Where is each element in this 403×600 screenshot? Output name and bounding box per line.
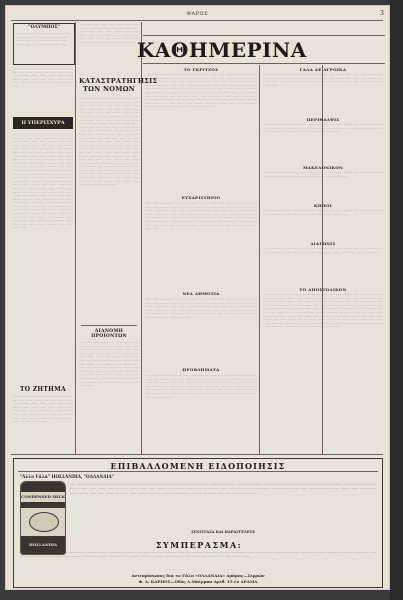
can-stripe (21, 502, 65, 508)
banner: Η ΥΠΕΡΙΣΧΥΡΑ (13, 117, 73, 129)
second-column-article: ····· ······· ······ ········ ······ ······· ········ ······ ···· ······ ······· ········· ······ ······· ······· ······· ······ ········ ······· ······· ········ ······· ······ ········ ······· ········ ······ ······· ······· ········ ······ ········ ······· ······ ········ ······· ········· ······ ······· ········ ······ ····· ······ ········ ······· ······ ········ ······· ········· ······ ······· ········ ······ ····· ······ ········ ······· ······ ········ ······· ········· ······ ······· ········ ······ ····· ······ ········ ······· ······ ········ ······· ········· ······ ······· ········ ······ ····· ······ ········ ······· ······ ········ ······· ········· ······ ······· ········ ······ ····· ······ ········ ······· ······ ········ ······· ········· ······ ······· ········ ······ ····· ······ ········ ······· ······ ········ ······· ········· ······ ······· ········ ······ ····· ······ ········ ······· ······ ········ ······· ········· ······ ······· ········ ······ ····· ······ ········ ······· ······ ········ ······· ········· ······ ······· ········ ······ ····· ······ ········ ······· ······ ········ ······· ········· ······ ······· ········ ······ ····· ······ ········ ······· ······ ········ ······· ········· ······ ······· ········ ······ ····· ······ ········ ······· ······ ········ ······· ········· ······ ······· ········ ······ ····· ······ ········ ······· ······ ········ ······· ········· ······ ······· ········ ······ (79, 97, 139, 187)
newspaper-title: ΦΑΡΟΣ (186, 11, 209, 17)
right-article-2: ····· ······· ······ ········ ······ ······· ········ ······ ···· ······ ······· ········· ······ ······· ······· ······· ······ ········ ······· ······· ········ ······· ······ ········ ······· ········ ······ ······· ······· ········ ······ ········ ······· ······ ········ ······· ········· ······ ······· ········ ······ (263, 123, 383, 134)
left-headline: ΤΟ ΖΗΤΗΜΑ (20, 386, 66, 393)
center-article-2: ····· ······· ······ ········ ······ ······· ········ ······ ···· ······ ······· ········· ······ ······· ······· ······· ······ ········ ······· ······· ········ ······· ······ ········ ······· ········ ······ ······· ······· ········ ······ ········ ······· ······ ········ ······· ········· ······ ······· ········ ······ ····· ······ ········ ······· ······ ········ ······· ········· ······ ······· ········ ······ ····· ······ ········ ······· ······ ········ ······· ········· ······ ······· ········ ······ ····· ······ ········ ······· ······ ········ ······· ········· ······ ······· ········ ······ ····· ······ ········ ······· ······ ········ ······· ········· ······ ······· ········ ······ ····· ······ ········ ······· ······ ········ ······· ········· ······ ······· ········ ······ (145, 202, 257, 231)
hollandia-advertisement (13, 458, 383, 588)
ad-conclusion-heading: ΣΥΜΠΕΡΑΣΜΑ: (155, 540, 243, 550)
right-section-6: ΤΟ ΑΠΟΣΤΟΛΙΚΟΝ (299, 287, 347, 292)
center-article-1: ····· ······· ······ ········ ······ ······· ········ ······ ···· ······ ······· ········· ······ ······· ······· ······· ······ ········ ······· ······· ········ ······· ······ ········ ······· ········ ······ ······· ······· ········ ······ ········ ······· ······ ········ ······· ········· ······ ······· ········ ······ ····· ······ ········ ······· ······ ········ ······· ········· ······ ······· ········ ······ ····· ······ ········ ······· ······ ········ ······· ········· ······ ······· ········ ······ ····· ······ ········ ······· ······ ········ ······· ········· ······ ······· ········ ······ ····· ······ ········ ······· ······ ········ ······· ········· ······ ······· ········ ······ ····· ······ ········ ······· ······ ········ ······· ········· ······ ······· ········ ······ ····· ······ ········ ······· ······ ········ ······· ········· ······ ······· ········ ······ ····· ······ ········ ······· ······ ········ ······· ········· ······ ······· ········ ······ ····· ······ ········ ······· ······ ········ ······· ········· ······ ······· ········ ······ (145, 73, 257, 109)
right-article-5: ····· ······· ······ ········ ······ ······· ········ ······ ···· ······ ······· ········· ······ ······· ······· ······· ······ ········ ······· ······· ········ ······· ······ ········ ······· ········ ······ ······· ······· ········ ······ (263, 247, 383, 254)
right-section-4: ΚΗΠΟΙ (314, 203, 332, 208)
second-column-headline-2: ΔΙΑΝΟΜΗ ΠΡΟΪΟΝΤΩΝ (91, 329, 127, 339)
can-top-band (21, 482, 65, 492)
olympos-ad-box (13, 23, 75, 65)
olympos-title: "ΟΛΥΜΠΟΣ" (28, 25, 60, 30)
milk-can-image (20, 481, 66, 555)
center-article-3: ····· ······· ······ ········ ······ ······· ········ ······ ···· ······ ······· ········· ······ ······· ······· ······· ······ ········ ······· ······· ········ ······· ······ ········ ······· ········ ······ ······· ······· ········ ······ ········ ······· ······ ········ ······· ········· ······ ······· ········ ······ ····· ······ ········ ······· ······ ········ ······· ········· ······ ······· ········ ······ ····· ······ ········ ······· ······ ········ ······· ········· ······ ······· ········ ······ ····· ······ ········ ······· ······ ········ ······· ········· ······ ······· ········ ······ (145, 298, 257, 319)
column-divider (259, 65, 260, 455)
can-emblem (29, 512, 59, 532)
center-article-4: ····· ······· ······ ········ ······ ······· ········ ······ ···· ······ ······· ········· ······ ······· ······· ······· ······ ········ ······· ······· ········ ······· ······ ········ ······· ········ ······ ······· ······· ········ ······ ········ ······· ······ ········ ······· ········· ······ ······· ········ ······ ····· ······ ········ ······· ······ ········ ······· ········· ······ ······· ········ ······ ····· ······ ········ ······· ······ ········ ······· ········· ······ ······· ········ ······ ····· ······ ········ ······· ······ ········ ······· ········· ······ ······· ········ ······ ····· ······ ········ ······· ······ ········ ······· ········· ······ ······· ········ ······ (145, 374, 257, 399)
olympos-ad-text: ··· ········· ········ ···· ······· ········ ······ ····· ······· ········· ······ ······ ········ ······· ····· ········ ······· ····· ········ ······· ······ ······ ········ ····· ······· ········ ······· ······ ····· (16, 32, 71, 46)
ad-title: ΕΠΙΒΑΛΛΟΜΕΝΗ ΕΙΔΟΠΟΙΗΣΙΣ (110, 461, 286, 471)
ad-brand-line: "Άλλο Γάλα" HOLLANDIA, "ΟΛΛΑΝΔΙΑ" (20, 474, 114, 479)
masthead-rule-bottom (143, 63, 385, 64)
ad-conclusion-text: ····· ······· ······ ········ ······ ······· ········ ······ ···· ······ ······· ········· ······ ······· ······· ······· ······ ········ ······· ······· ········ ······· ······ ········ ······· ········ ······ ······· ······· ········ ······ ········ ······· ······ ········ ······· ········· ······ ······· ········ ······ ····· ······ ········ ······· ······ ········ ······· ········· ······ ······· ········ ······ ····· ······ ········ ······· ······ ········ ······· ········· ······ ······· ········ ······ ····· ······ ········ ······· (20, 551, 376, 560)
right-article-4: ····· ······· ······ ········ ······ ······· ········ ······ ···· ······ ······· ········· ······ ······· ······· ······· ······ ········ ······· ······· ········ ······· ······ ········ ······· ········ ······ (263, 209, 383, 216)
can-brand: HOLLANDIA (28, 542, 58, 547)
masthead-title: ΚΑΘΗΜΕΡΙΝΑ (137, 38, 307, 62)
right-article-3: ····· ······· ······ ········ ······ ······· ········ ······ ···· ······ ······· ········· ······ ······· ······· ······· ······ ········ ······· ······· ········ ······· ······ ········ ······· ········ ······ (263, 171, 383, 178)
second-column-top-text: ····· ······· ······ ········ ······ ······· ········ ······ ···· ······ ······· ········· ······ ······· ······· ······· ······ ········ ······· ······· ········ ······· ······ ········ ······· ········ ······ ······· ······· ········ ······ ········ ······· ······ ········ ······· ········· ······ ······· ········ ······ ····· ······ ········ ······· (79, 23, 139, 44)
left-article: ····· ······· ······ ········ ······ ······· ········ ······ ···· ······ ······· ········· ······ ······· ······· ······· ······ ········ ······· ······· ········ ······· ······ ········ ······· ········ ······ ······· ······· ········ ······ ········ ······· ······ ········ ······· ········· ······ ······· ········ ······ ····· ······ ········ ······· ······ ········ ······· ········· ······ ······· ········ ······ ····· ······ ········ ······· ······ ········ ······· ········· ······ ······· ········ ······ ····· ······ ········ ······· ······ ········ ······· ········· ······ ······· ········ ······ ····· ······ ········ ······· ······ ········ ······· ········· ······ ······· ········ ······ ····· ······ ········ ······· ······ ········ ······· ········· ······ ······· ········ ······ ····· ······ ········ ······· ······ ········ ······· ········· ······ ······· ········ ······ ····· ······ ········ ······· ······ ········ ······· ········· ······ ······· ········ ······ ····· ······ ········ ······· ······ ········ ······· ········· ······ ······· ········ ······ ····· ······ ········ ······· ······ ········ ······· ········· ······ ······· ········ ······ ····· ······ ········ ······· ······ ········ ······· ········· ······ ······· ········ ······ ····· ······ ········ ······· ······ ········ ······· ········· ······ ······· ········ ······ ····· ······ ········ ······· ······ ········ ······· ········· ······ ······· ········ ······ ····· ······ ········ ······· ······ ········ ······· ········· ······ ······· ········ ······ (13, 133, 73, 230)
right-section-1: ΓΑΛΑ ΔΕ ΑΓΡΟΙΚΑ (299, 67, 347, 72)
right-article-6: ····· ······· ······ ········ ······ ······· ········ ······ ···· ······ ······· ········· ······ ······· ······· ······· ······ ········ ······· ······· ········ ······· ······ ········ ······· ········ ······ ······· ······· ········ ······ ········ ······· ······ ········ ······· ········· ······ ······· ········ ······ ····· ······ ········ ······· ······ ········ ······· ········· ······ ······· ········ ······ ····· ······ ········ ······· ······ ········ ······· ········· ······ ······· ········ ······ ····· ······ ········ ······· ······ ········ ······· ········· ······ ······· ········ ······ ····· ······ ········ ······· ······ ········ ······· ········· ······ ······· ········ ······ ····· ······ ········ ······· ······ ········ ······· ········· ······ ······· ········ ······ ····· ······ ········ ······· ······ ········ ······· ········· ······ ······· ········ ······ ····· ······ ········ ······· ······ ········ ······· ········· ······ ······· ········ ······ ····· ······ ········ ······· ······ ········ ······· ········· ······ ······· ········ ······ ····· ······ ········ ······· ······ ········ ······· ········· ······ ······· ········ ······ (263, 293, 383, 329)
left-article-2: ····· ······· ······ ········ ······ ······· ········ ······ ···· ······ ······· ········· ······ ······· ······· ······· ······ ········ ······· ······· ········ ······· ······ ········ ······· ········ ······ ······· ······· ········ ······ ········ ······· ······ ········ ······· ········· ······ ······· ········ ······ ····· ······ ········ ······· ······ ········ ······· ········· ······ ······· ········ ······ ····· ······ ········ ······· (13, 395, 73, 424)
right-section-2: ΠΕΡΙΘΑΛΨΙΣ (306, 117, 340, 122)
left-text-block: ····· ······· ······ ········ ······ ······· ········ ······ ···· ······ ······· ········· ······ ······· ······· ······· ······ ········ ······· ······· ········ ······· ······ ········ ······· ········ ······ ······· ······· ········ ······ ········ ······· ······ ········ ······· ········· ······ (13, 67, 73, 88)
book-binding-edge (390, 0, 403, 600)
page-header (5, 9, 390, 19)
ad-rule-top (11, 454, 383, 455)
center-section-4: ΠΡΟΒΛΗΜΑΤΑ (182, 367, 220, 372)
ad-body-text: ····· ······· ······ ········ ······ ······· ········ ······ ···· ······ ······· ········· ······ ······· ······· ······· ······ ········ ······· ······· ········ ······· ······ ········ ······· ········ ······ ······· ······· ········ ······ ········ ······· ······ ········ ······· ········· ······ ······· ········ ······ ····· ······ ········ ······· ······ ········ ······· ········· ······ ······· ········ ······ ····· ······ ········ ······· ······ ········ ······· ········· ······ ······· ········ ······ ····· ······ ········ ······· ······ ········ ······· ········· ······ ······· ········ ······ ····· ······ ········ ······· ······ ········ ······· ········· ······ ······· ········ ······ ····· ······ ········ ······· (70, 483, 376, 496)
second-column-article-2: ····· ······· ······ ········ ······ ······· ········ ······ ···· ······ ······· ········· ······ ······· ······· ······· ······ ········ ······· ······· ········ ······· ······ ········ ······· ········ ······ ······· ······· ········ ······ ········ ······· ······ ········ ······· ········· ······ ······· ········ ······ ····· ······ ········ ······· ······ ········ ······· ········· ······ ······· ········ ······ ····· ······ ········ ······· ······ ········ ······· ········· ······ ······· ········ ······ ····· ······ ········ ······· ······ ········ ······· ········· ······ ······· ········ ······ ····· ······ ········ ······· ······ ········ ······· ········· ······ ······· ········ ······ ····· ······ ········ ······· (79, 341, 139, 388)
right-section-5: ΔΙΑΓΩΝΙΣ (310, 241, 336, 246)
second-column-rule (81, 325, 137, 326)
header-rule (11, 20, 383, 21)
second-column-headline: ΚΑΤΑΣΤΡΑΤΗΓΗΣΙΣ ΤΩΝ ΝΟΜΩΝ (79, 77, 158, 93)
right-article-1: ····· ······· ······ ········ ······ ······· ········ ······ ···· ······ ······· ········· ······ ······· ······· ······· ······ ········ ······· ······· ········ ······· ······ ········ ······· ········ ······ ······· ······· ········ ······ ········ ······· ······ ········ ······· ········· ······ ······· ········ ······ ····· ······ ········ ······· ······ ········ ······· (263, 73, 383, 87)
column-divider (75, 22, 76, 455)
masthead-rule-top (143, 35, 385, 36)
can-label-top: CONDENSED MILK (21, 494, 65, 499)
ad-agent-line: Αντιπρόσωπος διά το Γάλα «ΟΛΛΑΝΔΙΑ» Δράμας—Σερρών (131, 573, 265, 578)
newspaper-page (5, 5, 390, 590)
ad-recommendation: ΣΥΝΙΣΤΑΣΑ ΚΑΙ ΠΑΡΑΓΓΕΛΕΤΕ (191, 530, 255, 534)
ad-title-rule (18, 471, 378, 472)
center-section-3: ΝΕΑ ΔΗΜΟΣΙΑ (182, 291, 220, 296)
right-section-3: ΜΑΚΕΔΟΝΙΚΟΝ (302, 165, 344, 170)
center-section-1: ΤΟ ΓΚΡΙΤΖΟΣ (183, 67, 219, 72)
column-divider (141, 22, 142, 455)
ad-agent-name: Φ. Δ. ΚΑΡΠΟΣ—Οδὸς Δ.Μπίρμπα Αριθ. 15 ἐν ΔΡΑΜΑ (138, 579, 258, 584)
page-number: 3 (380, 10, 384, 17)
center-section-2: ΕΥΧΑΡΙΣΤΗΡΙΟ (181, 195, 221, 200)
